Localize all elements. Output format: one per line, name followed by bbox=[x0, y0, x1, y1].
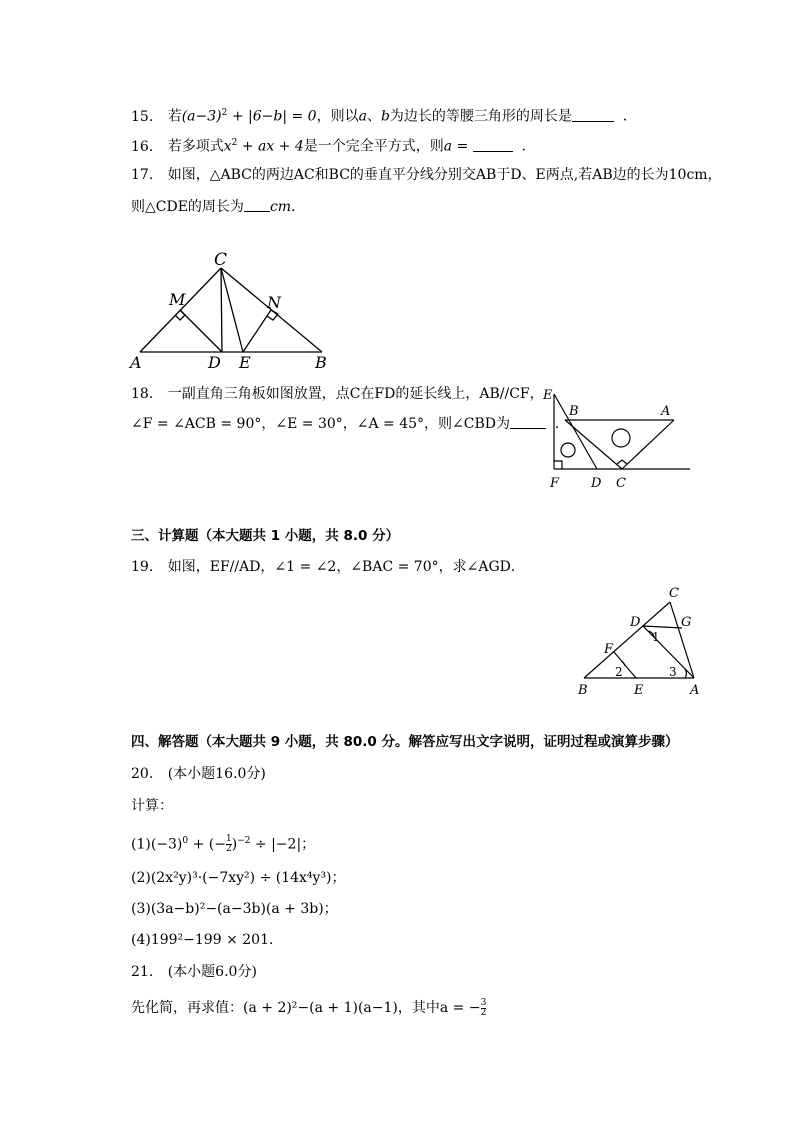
math-variable: a bbox=[358, 108, 367, 125]
label-c: C bbox=[214, 250, 228, 270]
question-text: 先化简，再求值：(a + 2)²−(a + 1)(a−1)，其中a = − bbox=[131, 1000, 481, 1016]
label-e: E bbox=[634, 683, 644, 698]
punctuation: ． bbox=[521, 138, 536, 155]
question-21-header bbox=[131, 962, 257, 982]
label-m: M bbox=[169, 290, 186, 309]
label-c: C bbox=[669, 586, 679, 601]
question-20-part-3: (3)(3a−b)²−(a−3b)(a + 3b)； bbox=[131, 901, 338, 917]
question-text: 则△CDE的周长为 bbox=[131, 199, 244, 215]
label-n: N bbox=[267, 293, 281, 312]
label-angle-2: 2 bbox=[615, 665, 623, 679]
section-heading-3: 三、计算题（本大题共 1 小题，共 8.0 分） bbox=[131, 528, 400, 544]
question-score: (本小题16.0分) bbox=[167, 766, 266, 782]
math-expression: ) bbox=[231, 836, 238, 853]
question-20-part-2: (2)(2x²y)³·(−7xy²) ÷ (14x⁴y³)； bbox=[131, 870, 346, 886]
section-heading-4: 四、解答题（本大题共 9 小题，共 80.0 分。解答应写出文字说明，证明过程或演算步骤） bbox=[131, 734, 679, 750]
label-e: E bbox=[543, 388, 553, 403]
question-text: 若 bbox=[167, 108, 182, 125]
question-text: ，则以 bbox=[316, 108, 359, 125]
question-number: 15. bbox=[131, 108, 154, 125]
math-expression: + |6−b| = 0 bbox=[227, 108, 317, 125]
label-d: D bbox=[208, 353, 221, 372]
label-b: B bbox=[569, 404, 579, 419]
answer-blank[interactable] bbox=[572, 107, 614, 122]
label-f: F bbox=[604, 642, 614, 657]
punctuation: ． bbox=[622, 108, 637, 125]
question-20-part-1 bbox=[131, 831, 315, 855]
math-superscript: 0 bbox=[182, 836, 189, 846]
label-a: A bbox=[130, 353, 142, 372]
question-15 bbox=[131, 103, 637, 127]
question-20-header bbox=[131, 764, 266, 784]
separator: 、 bbox=[366, 108, 381, 125]
answer-blank[interactable] bbox=[473, 137, 513, 152]
fraction-denominator: 2 bbox=[225, 844, 232, 855]
label-c: C bbox=[616, 476, 626, 491]
unit: cm bbox=[269, 199, 292, 215]
question-16 bbox=[131, 133, 536, 157]
math-expression: + ax + 4 bbox=[237, 138, 304, 155]
label-f: F bbox=[550, 476, 560, 491]
punctuation: ． bbox=[554, 416, 569, 432]
question-text: 一副直角三角板如图放置，点C在FD的延长线上，AB//CF， bbox=[167, 386, 544, 402]
question-text: 为边长的等腰三角形的周长是 bbox=[389, 108, 572, 125]
label-b: B bbox=[315, 353, 327, 372]
question-number: 17. bbox=[131, 167, 154, 183]
question-18-line-2 bbox=[131, 414, 569, 434]
question-number: 18. bbox=[131, 386, 154, 402]
math-expression: (a−3) bbox=[181, 108, 222, 125]
math-expression: a = bbox=[443, 138, 473, 155]
question-17-line-2 bbox=[131, 197, 305, 217]
math-expression: (1)(−3) bbox=[131, 836, 183, 853]
label-g: G bbox=[681, 615, 692, 630]
question-number: 20. bbox=[131, 766, 154, 782]
punctuation: ． bbox=[291, 199, 306, 215]
question-number: 21. bbox=[131, 964, 154, 980]
fraction-denominator: 2 bbox=[480, 1007, 487, 1018]
question-19 bbox=[131, 557, 525, 577]
question-text: 是一个完全平方式，则 bbox=[303, 138, 444, 155]
question-20-intro: 计算： bbox=[131, 798, 173, 814]
math-superscript: −2 bbox=[237, 836, 251, 846]
math-expression: x bbox=[223, 138, 232, 155]
math-expression: ÷ |−2|； bbox=[250, 836, 316, 853]
question-20-part-4: (4)199²−199 × 201． bbox=[131, 932, 283, 948]
label-d: D bbox=[591, 476, 602, 491]
question-21-text bbox=[131, 998, 486, 1018]
label-a: A bbox=[690, 683, 700, 698]
label-angle-1: 1 bbox=[652, 630, 660, 644]
answer-blank[interactable] bbox=[244, 197, 270, 212]
question-number: 16. bbox=[131, 138, 154, 155]
math-variable: b bbox=[380, 108, 390, 125]
question-17-line-1 bbox=[131, 165, 722, 185]
question-text: 若多项式 bbox=[167, 138, 224, 155]
question-text: 如图，EF//AD，∠1 = ∠2，∠BAC = 70°，求∠AGD． bbox=[167, 559, 525, 575]
math-superscript: 2 bbox=[221, 108, 228, 118]
label-d: D bbox=[630, 615, 641, 630]
question-text: 如图，△ABC的两边AC和BC的垂直平分线分别交AB于D、E两点,若AB边的长为10cm， bbox=[167, 167, 722, 183]
label-angle-3: 3 bbox=[669, 665, 677, 679]
math-superscript: 2 bbox=[231, 138, 238, 148]
figure-set-squares bbox=[538, 384, 696, 492]
label-b: B bbox=[578, 683, 588, 698]
figure-triangle-abc bbox=[128, 248, 338, 373]
question-text: ∠F = ∠ACB = 90°，∠E = 30°，∠A = 45°，则∠CBD为 bbox=[131, 416, 510, 432]
label-a: A bbox=[661, 404, 671, 419]
question-score: (本小题6.0分) bbox=[167, 964, 257, 980]
question-number: 19. bbox=[131, 559, 154, 575]
figure-triangle-abc-parallel bbox=[572, 582, 707, 700]
fraction-numerator: 1 bbox=[225, 834, 232, 845]
fraction-numerator: 3 bbox=[480, 997, 487, 1008]
math-expression: + (− bbox=[188, 836, 226, 853]
fraction bbox=[481, 999, 487, 1018]
label-e: E bbox=[239, 353, 251, 372]
question-18-line-1 bbox=[131, 384, 544, 404]
